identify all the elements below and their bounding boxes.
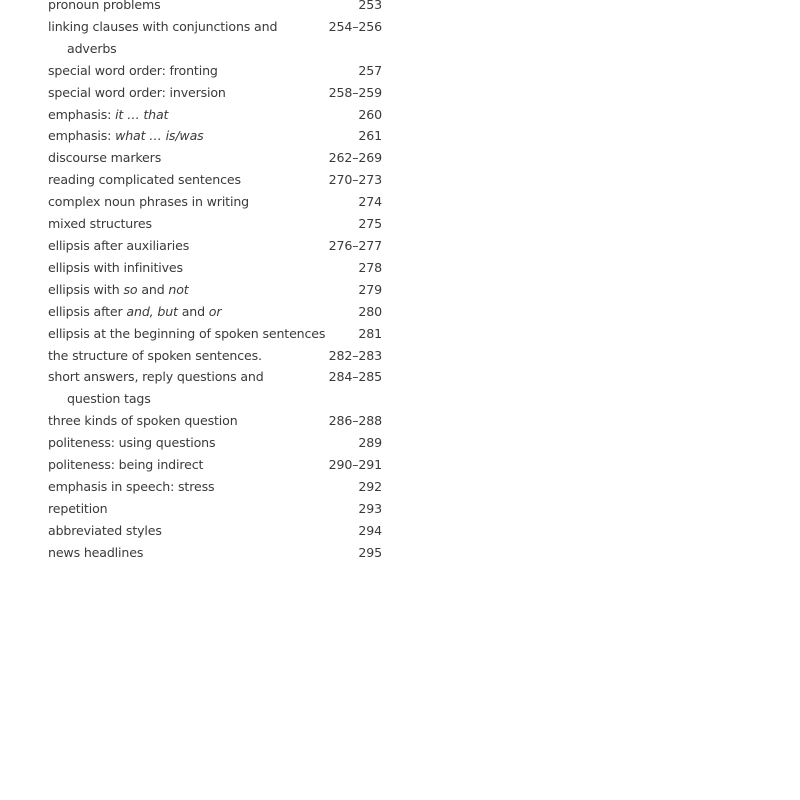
entry-title-italic: it … that: [115, 106, 169, 122]
toc-entry: [48, 410, 382, 432]
toc-entry: [48, 476, 382, 498]
entry-pages: 276–277: [328, 237, 382, 253]
entry-title-text: emphasis in speech: stress: [48, 478, 215, 494]
toc-entry: [48, 82, 382, 104]
entry-pages: 253: [358, 0, 382, 12]
toc-entry: [48, 301, 382, 323]
toc-entry: [48, 169, 382, 191]
toc-entry: [48, 235, 382, 257]
entry-title: [48, 323, 358, 345]
toc-entry: [48, 16, 382, 60]
entry-title-italic: or: [208, 303, 222, 319]
entry-title-text: complex noun phrases in writing: [48, 194, 249, 210]
entry-pages: 257: [358, 62, 382, 78]
entry-title-text: reading complicated sentences: [48, 172, 241, 188]
entry-title: [48, 498, 358, 520]
toc-entry: [48, 323, 382, 345]
entry-title: [48, 454, 329, 476]
entry-pages: 260: [358, 106, 382, 122]
entry-title-italic: so: [123, 281, 138, 297]
entry-pages: 270–273: [328, 172, 382, 188]
entry-title: [48, 476, 358, 498]
toc-entry: [48, 125, 382, 147]
entry-title-text: special word order: inversion: [48, 84, 226, 100]
entry-pages: 258–259: [328, 84, 382, 100]
entry-title: [48, 0, 358, 16]
entry-title-text: and: [177, 303, 209, 319]
entry-title: [48, 191, 358, 213]
entry-pages: 294: [358, 522, 382, 538]
toc-entry: [48, 213, 382, 235]
toc-entry: [48, 104, 382, 126]
entry-pages: 282–283: [328, 347, 382, 363]
entry-title: [48, 104, 358, 126]
entry-pages: 275: [358, 216, 382, 232]
table-of-contents: [48, 0, 382, 564]
entry-pages: 292: [358, 478, 382, 494]
entry-title-text: repetition: [48, 500, 108, 516]
entry-title-text: emphasis:: [48, 128, 116, 144]
toc-entry: [48, 454, 382, 476]
toc-entry: [48, 279, 382, 301]
entry-title: [48, 147, 329, 169]
entry-title: [48, 16, 329, 60]
toc-entry: [48, 432, 382, 454]
toc-entry: [48, 0, 382, 16]
entry-title: [48, 213, 358, 235]
entry-pages: 295: [358, 544, 382, 560]
entry-pages: 262–269: [328, 150, 382, 166]
entry-title: [48, 235, 329, 257]
entry-title: [48, 125, 358, 147]
entry-title: [48, 345, 329, 367]
entry-title-italic: what … is/was: [115, 128, 204, 144]
entry-title: [48, 366, 329, 410]
entry-pages: 286–288: [328, 413, 382, 429]
entry-title-text: politeness: being indirect: [48, 457, 204, 473]
entry-title-text: three kinds of spoken question: [48, 413, 238, 429]
entry-pages: 289: [358, 435, 382, 451]
toc-entry: [48, 520, 382, 542]
entry-pages: 274: [358, 194, 382, 210]
entry-pages: 284–285: [328, 369, 382, 385]
entry-title-italic: not: [168, 281, 189, 297]
toc-entry: [48, 257, 382, 279]
entry-title: [48, 520, 358, 542]
entry-title: [48, 410, 329, 432]
entry-title: [48, 542, 358, 564]
entry-title-text: politeness: using questions: [48, 435, 216, 451]
entry-title: [48, 257, 358, 279]
entry-title-text: ellipsis with: [48, 281, 124, 297]
entry-title: [48, 301, 358, 323]
entry-title-text: and: [137, 281, 169, 297]
entry-pages: 279: [358, 281, 382, 297]
entry-title: [48, 82, 329, 104]
entry-title-text: ellipsis after auxiliaries: [48, 237, 190, 253]
entry-title-text: short answers, reply questions and: [48, 369, 264, 385]
entry-pages: 293: [358, 500, 382, 516]
entry-title-italic: and, but: [126, 303, 178, 319]
toc-entry: [48, 542, 382, 564]
entry-title: [48, 279, 358, 301]
toc-entry: [48, 498, 382, 520]
entry-title-text: news headlines: [48, 544, 144, 560]
entry-title-text: pronoun problems: [48, 0, 161, 12]
entry-pages: 261: [358, 128, 382, 144]
entry-title: [48, 169, 329, 191]
entry-title-text: ellipsis at the beginning of spoken sentences: [48, 325, 326, 341]
entry-pages: 281: [358, 325, 382, 341]
entry-title: [48, 432, 358, 454]
entry-title-text: abbreviated styles: [48, 522, 162, 538]
entry-title-text: discourse markers: [48, 150, 162, 166]
toc-entry: [48, 366, 382, 410]
entry-pages: 278: [358, 259, 382, 275]
entry-title-text: emphasis:: [48, 106, 116, 122]
entry-title-text: mixed structures: [48, 216, 152, 232]
entry-pages: 280: [358, 303, 382, 319]
entry-title-text: ellipsis after: [48, 303, 127, 319]
entry-title-continuation: question tags: [67, 391, 151, 407]
toc-entry: [48, 191, 382, 213]
entry-title-continuation: adverbs: [67, 40, 117, 56]
entry-title: [48, 60, 358, 82]
entry-title-text: the structure of spoken sentences.: [48, 347, 262, 363]
entry-title-text: ellipsis with infinitives: [48, 259, 183, 275]
entry-title-text: special word order: fronting: [48, 62, 218, 78]
toc-entry: [48, 147, 382, 169]
entry-title-text: linking clauses with conjunctions and: [48, 18, 278, 34]
entry-pages: 290–291: [328, 457, 382, 473]
toc-entry: [48, 60, 382, 82]
toc-entry: [48, 345, 382, 367]
entry-pages: 254–256: [328, 18, 382, 34]
